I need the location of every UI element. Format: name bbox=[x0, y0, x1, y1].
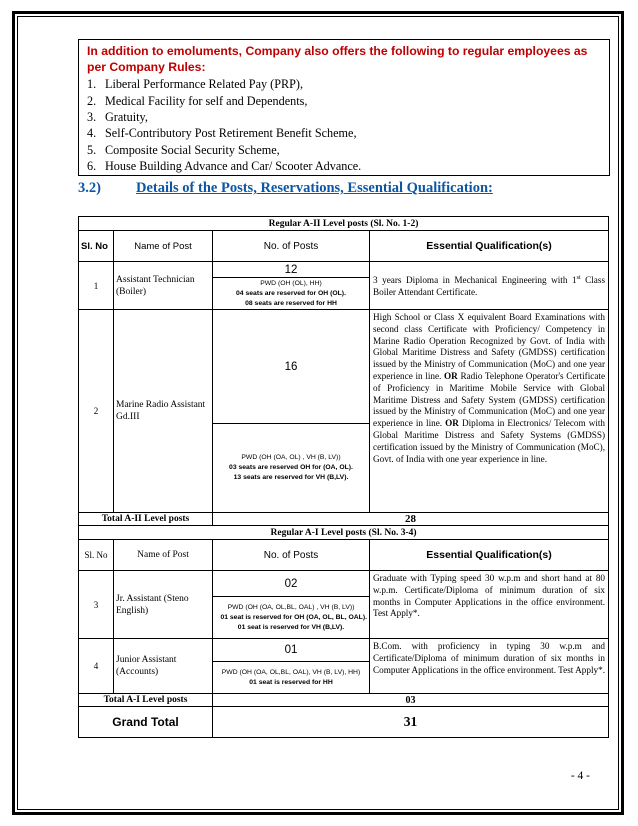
list-item: 1. Liberal Performance Related Pay (PRP), bbox=[87, 77, 303, 92]
section-number: 3.2) bbox=[78, 180, 101, 196]
posts-table bbox=[78, 216, 609, 738]
row-reservation: PWD (OH (OA, OL,BL, OAL) , VH (B, LV)) 01 seat is reserved for OH (OA, OL, BL, OAL). 01 seat is reserved for VH (B,LV). bbox=[213, 597, 370, 639]
header-count: No. of Posts bbox=[213, 231, 370, 262]
table-row bbox=[79, 639, 609, 662]
section-title: Details of the Posts, Reservations, Essential Qualification: bbox=[136, 180, 493, 196]
grand-total-value: 31 bbox=[213, 707, 609, 738]
table-row bbox=[79, 310, 609, 424]
benefits-box bbox=[78, 39, 610, 176]
level-a2-title: Regular A-II Level posts (Sl. No. 1-2) bbox=[79, 217, 609, 231]
row-post-name: Junior Assistant (Accounts) bbox=[114, 639, 213, 694]
header-name: Name of Post bbox=[114, 231, 213, 262]
column-header-row bbox=[79, 231, 609, 262]
total-a1-label: Total A-I Level posts bbox=[79, 694, 213, 707]
row-post-name: Jr. Assistant (Steno English) bbox=[114, 571, 213, 639]
row-qualification: 3 years Diploma in Mechanical Engineering with 1st Class Boiler Attendant Certificate. bbox=[370, 262, 609, 310]
grand-total-row bbox=[79, 707, 609, 738]
list-item: 4. Self-Contributory Post Retirement Benefit Scheme, bbox=[87, 126, 357, 141]
row-post-count: 01 bbox=[213, 639, 370, 662]
row-qualification: B.Com. with proficiency in typing 30 w.p.m and Certificate/Diploma of minimum duration of six months in Computer Applications in the office environment. Test Apply*. bbox=[370, 639, 609, 694]
header-count: No. of Posts bbox=[213, 540, 370, 571]
benefits-list bbox=[87, 76, 609, 174]
level-header-row bbox=[79, 526, 609, 540]
table-row bbox=[79, 262, 609, 278]
row-post-count: 02 bbox=[213, 571, 370, 597]
row-reservation: PWD (OH (OL), HH) 04 seats are reserved for OH (OL). 08 seats are reserved for HH bbox=[213, 278, 370, 310]
section-heading bbox=[78, 180, 493, 197]
grand-total-label: Grand Total bbox=[79, 707, 213, 738]
level-header-row bbox=[79, 217, 609, 231]
total-a2-row bbox=[79, 513, 609, 526]
row-sl: 2 bbox=[79, 310, 114, 513]
row-reservation: PWD (OH (OA, OL) , VH (B, LV)) 03 seats are reserved OH for (OA, OL). 13 seats are reserved for VH (B,LV). bbox=[213, 424, 370, 513]
total-a2-value: 28 bbox=[213, 513, 609, 526]
header-sl: Sl. No bbox=[79, 231, 114, 262]
row-post-count: 12 bbox=[213, 262, 370, 278]
row-sl: 4 bbox=[79, 639, 114, 694]
row-post-count: 16 bbox=[213, 310, 370, 424]
level-a1-title: Regular A-I Level posts (Sl. No. 3-4) bbox=[79, 526, 609, 540]
total-a2-label: Total A-II Level posts bbox=[79, 513, 213, 526]
row-qualification: Graduate with Typing speed 30 w.p.m and short hand at 80 w.p.m. Certificate/Diploma of minimum duration of six months in Computer Applications in the office environment. Test Apply*. bbox=[370, 571, 609, 639]
row-sl: 3 bbox=[79, 571, 114, 639]
row-qualification: High School or Class X equivalent Board Examinations with second class Certificate with Proficiency/ Competency in Marine Radio Operation Recognized by Govt. of India with Global Maritime Distress and Safety (GMDSS) certification issued by the Ministry of Communication (MoC) and one year experience in line. OR Radio Telephone Operator's Certificate of Proficiency in Maritime Mobile Service with Global Maritime Distress and Safety System (GMDSS) certification issued by the Ministry of Communication (MoC) and one year experience in line. OR Diploma in Electronics/ Telecom with Global Maritime Distress and Safety Systems (GMDSS) certification issued by the Ministry of Communication (MoC), Govt. of India with one year experience in line. bbox=[370, 310, 609, 513]
list-item: 5. Composite Social Security Scheme, bbox=[87, 142, 280, 157]
row-post-name: Marine Radio Assistant Gd.III bbox=[114, 310, 213, 513]
column-header-row bbox=[79, 540, 609, 571]
page-number: - 4 - bbox=[570, 770, 590, 782]
row-sl: 1 bbox=[79, 262, 114, 310]
row-reservation: PWD (OH (OA, OL,BL, OAL), VH (B, LV), HH) 01 seat is reserved for HH bbox=[213, 662, 370, 694]
list-item: 3. Gratuity, bbox=[87, 110, 148, 124]
header-name: Name of Post bbox=[114, 540, 213, 571]
table-row bbox=[79, 571, 609, 597]
header-qual: Essential Qualification(s) bbox=[370, 540, 609, 571]
total-a1-value: 03 bbox=[213, 694, 609, 707]
list-item: 6. House Building Advance and Car/ Scooter Advance. bbox=[87, 159, 362, 174]
benefits-intro: In addition to emoluments, Company also offers the following to regular employees as per Company Rules: bbox=[87, 44, 588, 74]
total-a1-row bbox=[79, 694, 609, 707]
list-item: 2. Medical Facility for self and Dependents, bbox=[87, 93, 308, 108]
row-post-name: Assistant Technician (Boiler) bbox=[114, 262, 213, 310]
header-sl: Sl. No bbox=[79, 540, 114, 571]
header-qual: Essential Qualification(s) bbox=[370, 231, 609, 262]
